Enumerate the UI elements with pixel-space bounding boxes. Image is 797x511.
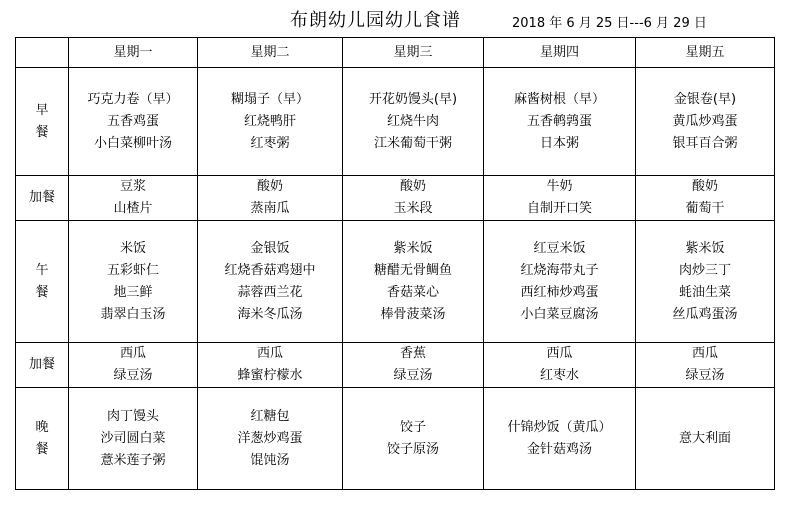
menu-cell — [69, 176, 198, 221]
menu-cell — [636, 221, 775, 343]
day-header: 星期三 — [343, 38, 484, 68]
dish-item: 紫米饭 — [685, 240, 725, 256]
dish-item: 绿豆汤 — [393, 368, 433, 383]
dish-list — [636, 428, 774, 450]
dish-list — [69, 176, 197, 220]
dish-item: 红枣粥 — [250, 135, 290, 151]
dish-item: 五香鹌鹑蛋 — [526, 113, 592, 129]
dish-list — [69, 343, 197, 387]
menu-cell — [343, 68, 484, 176]
menu-cell — [69, 343, 198, 388]
dish-item: 西瓜 — [691, 346, 718, 361]
dish-item: 肉炒三丁 — [678, 262, 731, 278]
dish-item: 金银卷(早) — [673, 91, 737, 107]
menu-cell — [198, 388, 343, 490]
dish-list — [198, 406, 342, 472]
dish-item: 饺子原汤 — [386, 441, 439, 457]
dish-item: 巧克力卷（早） — [87, 91, 179, 107]
day-header: 星期一 — [69, 38, 198, 68]
dish-item: 红枣水 — [539, 368, 579, 383]
dish-item: 紫米饭 — [393, 240, 433, 256]
dish-list — [343, 89, 483, 155]
dish-item: 小白菜豆腐汤 — [520, 306, 599, 322]
dish-item: 糖醋无骨鲷鱼 — [373, 262, 452, 278]
dish-item: 小白菜柳叶汤 — [93, 135, 172, 151]
dish-item: 意大利面 — [678, 430, 731, 446]
dish-item: 酸奶 — [256, 179, 283, 194]
dish-item: 金银饭 — [250, 240, 290, 256]
dish-list — [484, 176, 635, 220]
dish-item: 五彩虾仁 — [106, 262, 159, 278]
menu-cell — [484, 388, 636, 490]
dish-list — [484, 89, 635, 155]
dish-item: 西瓜 — [256, 346, 283, 361]
menu-cell — [198, 221, 343, 343]
meal-label-text: 晚餐 — [35, 419, 49, 457]
dish-item: 丝瓜鸡蛋汤 — [672, 306, 738, 322]
dish-item: 黄瓜炒鸡蛋 — [672, 113, 738, 129]
dish-item: 红烧香菇鸡翅中 — [224, 262, 316, 278]
dish-list — [198, 89, 342, 155]
dish-item: 翡翠白玉汤 — [100, 306, 166, 322]
menu-cell — [343, 176, 484, 221]
day-header: 星期四 — [484, 38, 636, 68]
dish-item: 绿豆汤 — [685, 368, 725, 383]
dish-item: 肉丁馒头 — [106, 408, 159, 424]
dish-item: 金针菇鸡汤 — [526, 441, 592, 457]
menu-cell — [198, 176, 343, 221]
dish-item: 红烧鸭肝 — [243, 113, 296, 129]
dish-item: 西瓜 — [119, 346, 146, 361]
menu-cell — [69, 221, 198, 343]
menu-cell — [69, 68, 198, 176]
dish-list — [636, 343, 774, 387]
dish-item: 山楂片 — [113, 201, 153, 216]
dish-list — [343, 176, 483, 220]
dish-item: 蚝油生菜 — [678, 284, 731, 300]
menu-cell — [343, 343, 484, 388]
dish-item: 地三鲜 — [113, 284, 153, 300]
menu-table — [15, 37, 775, 490]
dish-item: 银耳百合粥 — [672, 135, 738, 151]
dish-item: 绿豆汤 — [113, 368, 153, 383]
menu-cell — [636, 68, 775, 176]
dish-list — [69, 238, 197, 326]
dish-list — [636, 176, 774, 220]
meal-label-text: 加餐 — [28, 357, 55, 372]
dish-item: 红烧牛肉 — [386, 113, 439, 129]
dish-item: 西红柿炒鸡蛋 — [520, 284, 599, 300]
dish-list — [636, 89, 774, 155]
dish-item: 沙司圆白菜 — [100, 430, 166, 446]
meal-label — [16, 343, 69, 388]
dish-item: 酸奶 — [691, 179, 718, 194]
meal-row-snack-pm — [16, 343, 775, 388]
meal-label-text: 加餐 — [28, 190, 55, 205]
dish-item: 红豆米饭 — [533, 240, 586, 256]
dish-item: 香菇菜心 — [386, 284, 439, 300]
meal-label — [16, 388, 69, 490]
dish-list — [198, 343, 342, 387]
dish-item: 蒜蓉西兰花 — [237, 284, 303, 300]
day-header: 星期二 — [198, 38, 343, 68]
menu-cell — [636, 343, 775, 388]
menu-cell — [343, 221, 484, 343]
dish-item: 饺子 — [399, 419, 426, 435]
dish-item: 玉米段 — [393, 201, 433, 216]
dish-item: 葡萄干 — [685, 201, 725, 216]
dish-list — [484, 343, 635, 387]
menu-cell — [484, 176, 636, 221]
meal-label-text: 午餐 — [35, 262, 49, 300]
dish-item: 香蕉 — [399, 346, 426, 361]
dish-list — [484, 417, 635, 461]
menu-cell — [69, 388, 198, 490]
dish-item: 江米葡萄干粥 — [373, 135, 452, 151]
dish-list — [484, 238, 635, 326]
dish-item: 自制开口笑 — [526, 201, 592, 216]
dish-item: 糊塌子（早） — [230, 91, 309, 107]
dish-item: 五香鸡蛋 — [106, 113, 159, 129]
dish-item: 麻酱树根（早） — [513, 91, 605, 107]
dish-item: 豆浆 — [119, 179, 146, 194]
dish-item: 酸奶 — [399, 179, 426, 194]
menu-cell — [198, 343, 343, 388]
dish-item: 海米冬瓜汤 — [237, 306, 303, 322]
dish-item: 西瓜 — [546, 346, 573, 361]
dish-item: 什锦炒饭（黄瓜） — [507, 419, 612, 435]
menu-cell — [343, 388, 484, 490]
dish-item: 蜂蜜柠檬水 — [237, 368, 303, 383]
dish-list — [636, 238, 774, 326]
header-row — [16, 38, 775, 68]
menu-cell — [484, 343, 636, 388]
meal-label — [16, 221, 69, 343]
dish-list — [343, 238, 483, 326]
menu-cell — [636, 176, 775, 221]
dish-item: 馄饨汤 — [250, 452, 290, 468]
dish-list — [69, 406, 197, 472]
dish-list — [198, 238, 342, 326]
page-title: 布朗幼儿园幼儿食谱 — [290, 10, 461, 31]
dish-list — [69, 89, 197, 155]
dish-item: 日本粥 — [539, 135, 579, 151]
day-header: 星期五 — [636, 38, 775, 68]
meal-label — [16, 68, 69, 176]
menu-cell — [484, 68, 636, 176]
dish-list — [198, 176, 342, 220]
dish-list — [343, 343, 483, 387]
meal-row-dinner — [16, 388, 775, 490]
dish-item: 米饭 — [119, 240, 146, 256]
dish-item: 红糖包 — [250, 408, 290, 424]
corner-cell — [16, 38, 69, 68]
meal-label-text: 早餐 — [35, 102, 49, 140]
date-range: 2018 年 6 月 25 日---6 月 29 日 — [512, 16, 707, 31]
meal-label — [16, 176, 69, 221]
dish-item: 洋葱炒鸡蛋 — [237, 430, 303, 446]
menu-cell — [484, 221, 636, 343]
menu-cell — [636, 388, 775, 490]
meal-row-lunch — [16, 221, 775, 343]
dish-list — [343, 417, 483, 461]
dish-item: 牛奶 — [546, 179, 573, 194]
menu-cell — [198, 68, 343, 176]
dish-item: 棒骨菠菜汤 — [380, 306, 446, 322]
dish-item: 薏米莲子粥 — [100, 452, 166, 468]
dish-item: 红烧海带丸子 — [520, 262, 599, 278]
meal-row-breakfast — [16, 68, 775, 176]
meal-row-snack-am — [16, 176, 775, 221]
dish-item: 蒸南瓜 — [250, 201, 290, 216]
dish-item: 开花奶馒头(早) — [368, 91, 458, 107]
